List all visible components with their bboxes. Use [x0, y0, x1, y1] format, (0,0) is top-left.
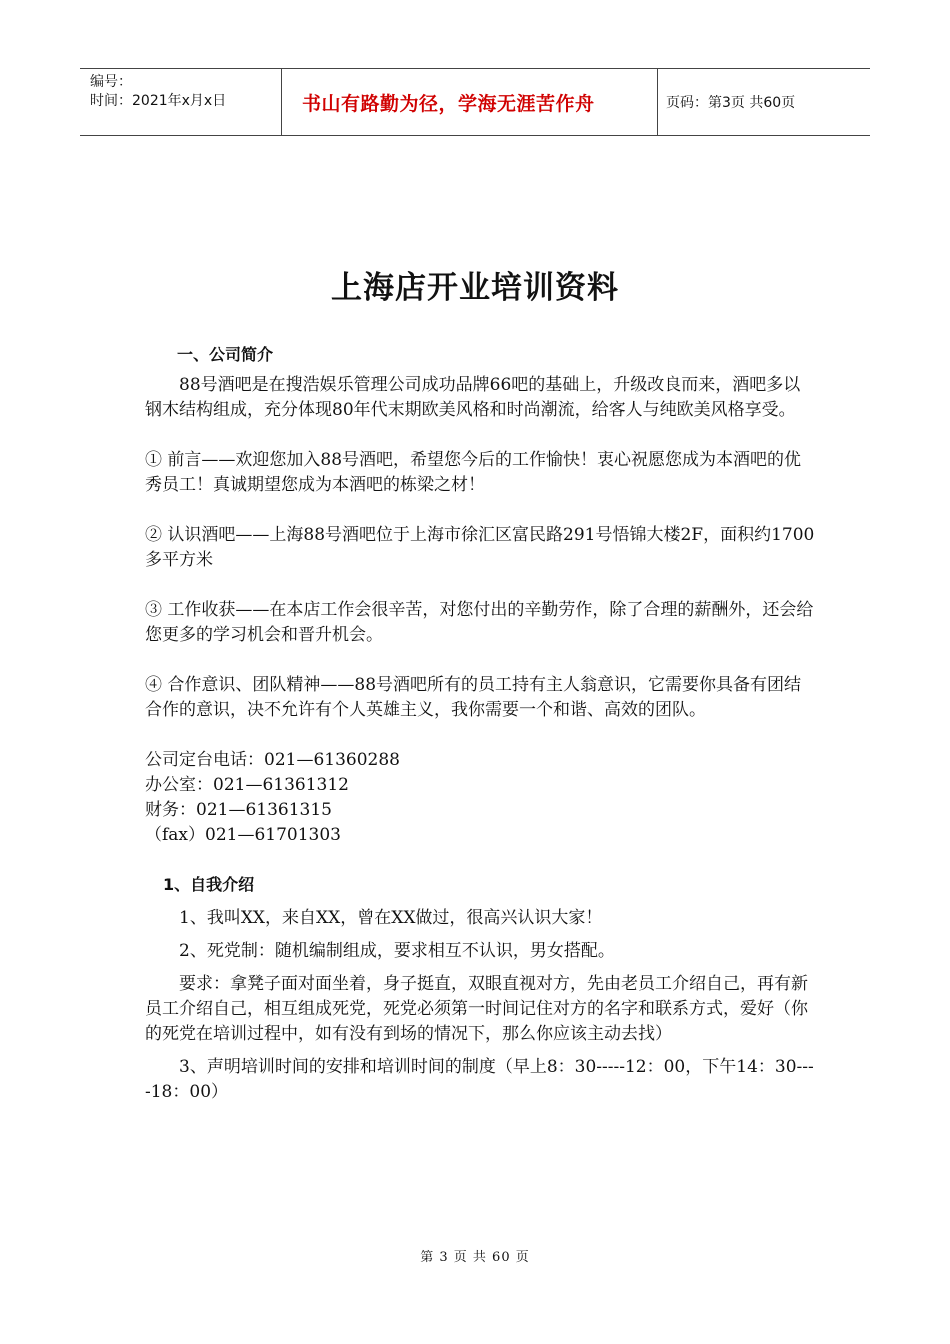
date-label: 时间：2021年x月x日: [90, 93, 227, 109]
document-title: 上海店开业培训资料: [331, 270, 619, 306]
document-body: [145, 344, 815, 1113]
buddy-system-paragraph: 2、死党制：随机编制组成，要求相互不认识，男女搭配。: [179, 941, 615, 961]
contact-finance: 财务：021—61361315: [145, 800, 332, 820]
header-motto: 书山有路勤为径，学海无涯苦作舟: [282, 69, 658, 135]
intro-item-know-bar: ② 认识酒吧——上海88号酒吧位于上海市徐汇区富民路291号悟锦大楼2F，面积约1700多平方米: [145, 525, 815, 570]
intro-item-preface: ① 前言——欢迎您加入88号酒吧，希望您今后的工作愉快！衷心祝愿您成为本酒吧的优秀员工！真诚期望您成为本酒吧的栋梁之材！: [145, 450, 802, 495]
training-schedule-paragraph: 3、声明培训时间的安排和培训时间的制度（早上8：30-----12：00，下午14：30----18：00）: [145, 1057, 814, 1102]
page-header: [80, 68, 870, 136]
header-meta: [80, 69, 282, 135]
page-footer: 第 3 页 共 60 页: [420, 1250, 530, 1265]
code-label: 编号：: [90, 74, 132, 90]
section-heading-company-intro: 一、公司简介: [177, 345, 274, 364]
requirements-paragraph: 要求：拿凳子面对面坐着，身子挺直，双眼直视对方，先由老员工介绍自己，再有新员工介绍自己，相互组成死党，死党必须第一时间记住对方的名字和联系方式，爱好（你的死党在培训过程中，如有没有到场的情况下，那么你应该主动去找）: [145, 974, 808, 1044]
header-page-info: 页码：第3页 共60页: [666, 95, 796, 111]
intro-item-work-gain: ③ 工作收获——在本店工作会很辛苦，对您付出的辛勤劳作，除了合理的薪酬外，还会给您更多的学习机会和晋升机会。: [145, 600, 814, 645]
self-intro-paragraph: 1、我叫XX，来自XX，曾在XX做过，很高兴认识大家！: [179, 908, 603, 928]
contact-office: 办公室：021—61361312: [145, 775, 349, 795]
section-heading-self-intro: 1、自我介绍: [163, 875, 255, 894]
intro-item-teamwork: ④ 合作意识、团队精神——88号酒吧所有的员工持有主人翁意识，它需要你具备有团结合作的意识，决不允许有个人英雄主义，我你需要一个和谐、高效的团队。: [145, 675, 802, 720]
company-intro-paragraph: 88号酒吧是在搜浩娱乐管理公司成功品牌66吧的基础上，升级改良而来，酒吧多以钢木结构组成，充分体现80年代末期欧美风格和时尚潮流，给客人与纯欧美风格享受。: [145, 375, 801, 420]
contact-fax: （fax）021—61701303: [145, 825, 341, 845]
contact-front-desk: 公司定台电话：021—61360288: [145, 750, 400, 770]
